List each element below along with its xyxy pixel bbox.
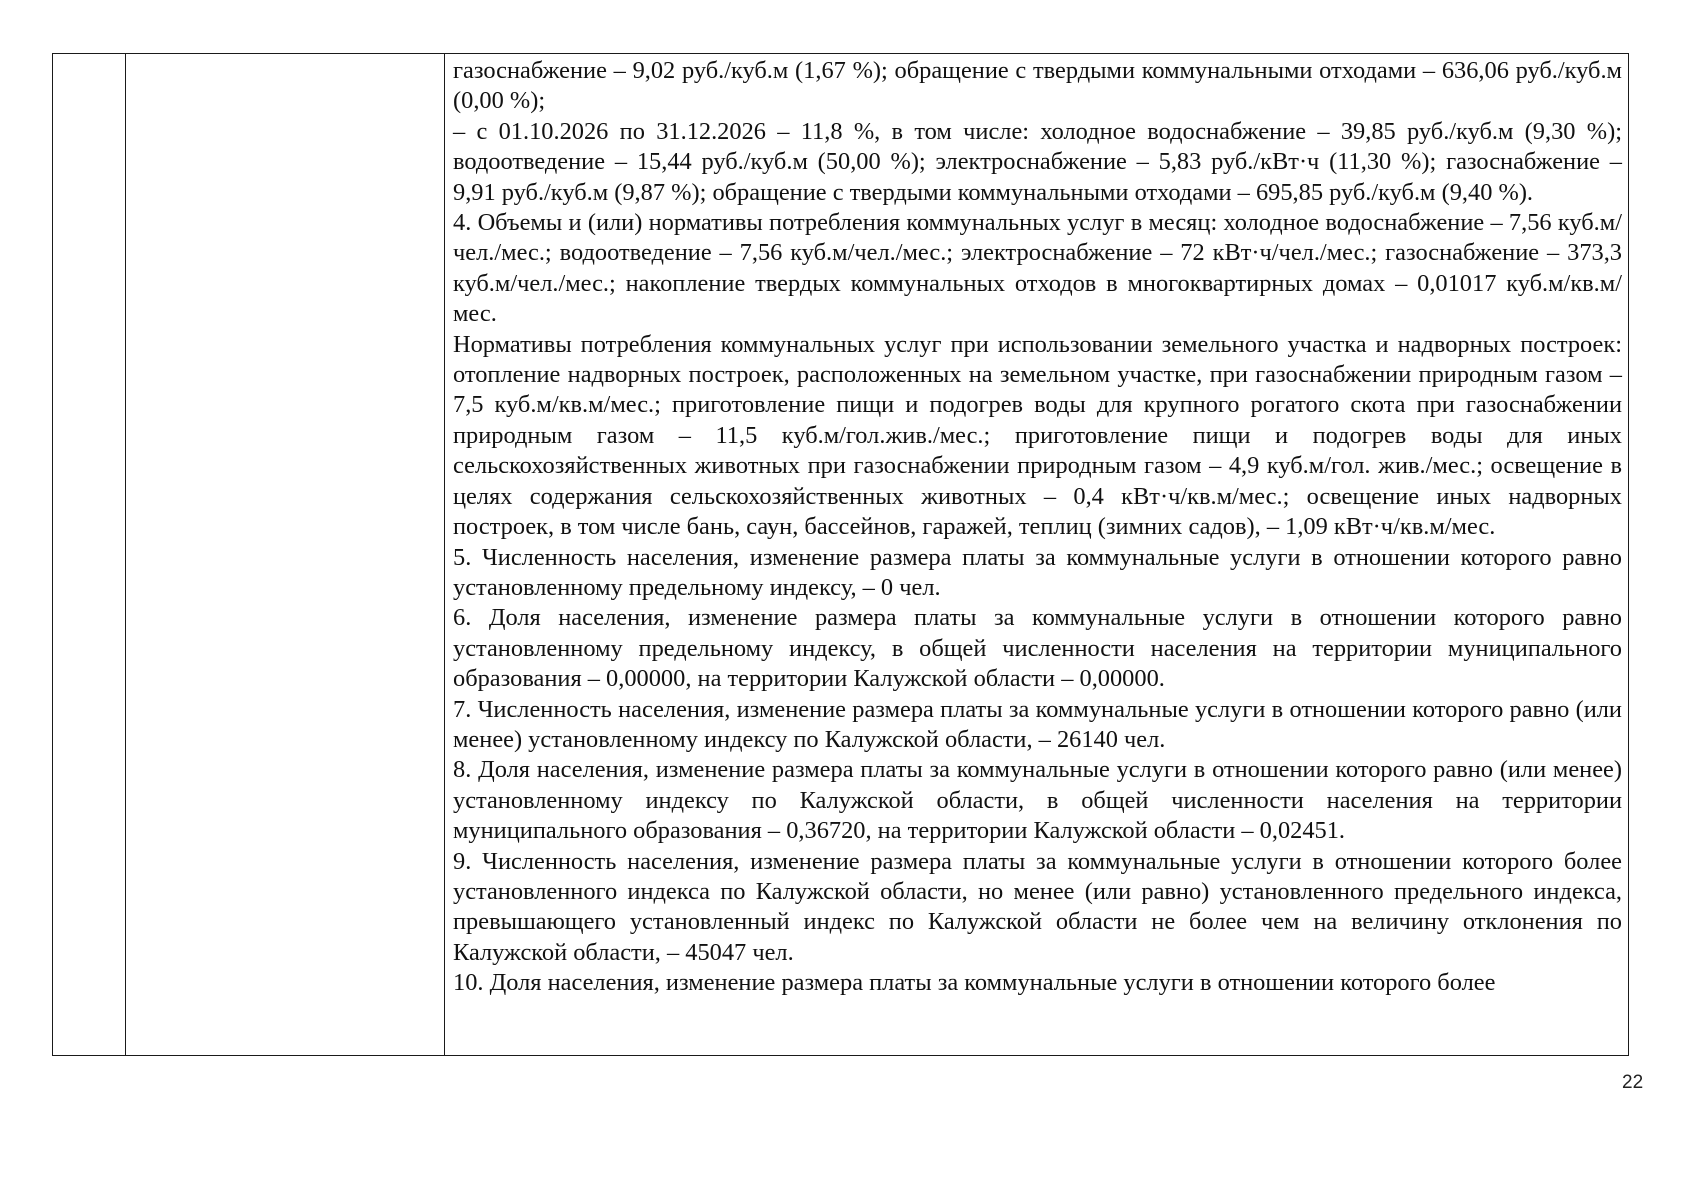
paragraph-item-6: 6. Доля населения, изменение размера платы за коммунальные услуги в отношении которого равно установленному предельному индексу, в общей численности населения на территории муниципального образования – 0,00000, на территории Калужской области – 0,00000. xyxy=(453,604,1622,693)
paragraph-land-plot-norms: Нормативы потребления коммунальных услуг при использовании земельного участка и надворных построек: отопление надворных построек, расположенных на земельном участке, при газоснабжении природным газом – 7,5 куб.м/кв.м/мес.; приготовление пищи и подогрев воды для крупного рогатого скота при газоснабжении природным газом – 11,5 куб.м/гол.жив./мес.; приготовление пищи и подогрев воды для иных сельскохозяйственных животных при газоснабжении природным газом – 4,9 куб.м/гол. жив./мес.; освещение в целях содержания сельскохозяйственных животных – 0,4 кВт·ч/кв.м/мес.; освещение иных надворных построек, в том числе бань, саун, бассейнов, гаражей, теплиц (зимних садов), – 1,09 кВт·ч/кв.м/мес. xyxy=(453,330,1622,541)
paragraph-gas-supply-tail: газоснабжение – 9,02 руб./куб.м (1,67 %); обращение с твердыми коммунальными отходами – 636,06 руб./куб.м (0,00 %); xyxy=(453,57,1622,115)
document-table xyxy=(52,53,1629,1056)
page-number: 22 xyxy=(1622,1072,1644,1093)
table-cell-number xyxy=(53,54,126,1056)
paragraph-item-8: 8. Доля населения, изменение размера платы за коммунальные услуги в отношении которого равно (или менее) установленному индексу по Калужской области, в общей численности населения на территории муниципального образования – 0,36720, на территории Калужской области – 0,02451. xyxy=(453,756,1622,845)
table-row xyxy=(53,54,1629,1056)
paragraph-item-7: 7. Численность населения, изменение размера платы за коммунальные услуги в отношении которого равно (или менее) установленному индексу по Калужской области, – 26140 чел. xyxy=(453,695,1622,753)
paragraph-item-9: 9. Численность населения, изменение размера платы за коммунальные услуги в отношении которого более установленного индекса по Калужской области, но менее (или равно) установленного предельного индекса, превышающего установленный индекс по Калужской области не более чем на величину отклонения по Калужской области, – 45047 чел. xyxy=(453,847,1622,966)
paragraph-item-4-volumes: 4. Объемы и (или) нормативы потребления коммунальных услуг в месяц: холодное водоснабжение – 7,56 куб.м/чел./мес.; водоотведение – 7,56 куб.м/чел./мес.; электроснабжение – 72 кВт·ч/чел./мес.; газоснабжение – 373,3 куб.м/чел./мес.; накопление твердых коммунальных отходов в многоквартирных домах – 0,01017 куб.м/кв.м/мес. xyxy=(453,209,1622,328)
cell-text-block xyxy=(445,54,1628,999)
paragraph-item-5: 5. Численность населения, изменение размера платы за коммунальные услуги в отношении которого равно установленному предельному индексу, – 0 чел. xyxy=(453,543,1622,601)
table-cell-content xyxy=(445,54,1629,1056)
paragraph-item-10: 10. Доля населения, изменение размера платы за коммунальные услуги в отношении которого более xyxy=(453,969,1496,997)
table-cell-name xyxy=(126,54,445,1056)
paragraph-tariff-q4-2026: – с 01.10.2026 по 31.12.2026 – 11,8 %, в том числе: холодное водоснабжение – 39,85 руб./куб.м (9,30 %); водоотведение – 15,44 руб./куб.м (50,00 %); электроснабжение – 5,83 руб./кВт·ч (11,30 %); газоснабжение – 9,91 руб./куб.м (9,87 %); обращение с твердыми коммунальными отходами – 695,85 руб./куб.м (9,40 %). xyxy=(453,117,1622,206)
